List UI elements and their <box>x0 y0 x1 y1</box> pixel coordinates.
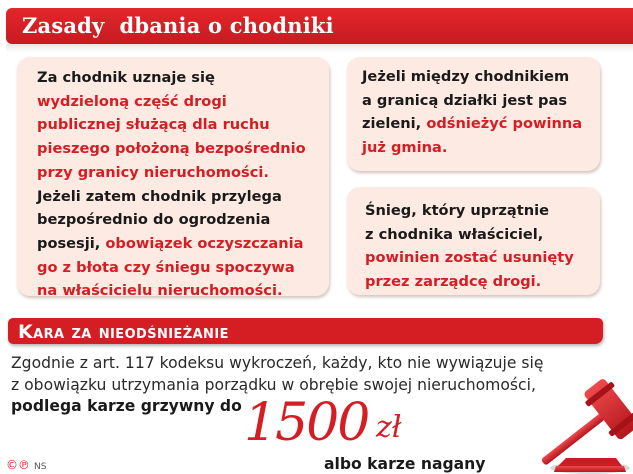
banner-shadow <box>6 44 633 52</box>
text-segment: Jeżeli zatem chodnik przylega <box>37 187 282 205</box>
box1-text <box>37 66 327 303</box>
box3-text <box>365 199 597 294</box>
text-segment: powinien zostać usunięty <box>365 249 574 267</box>
header-banner <box>6 8 633 44</box>
text-segment: przez zarządcę drogi. <box>365 273 542 291</box>
fine-currency: zł <box>376 410 402 445</box>
info-box-snow-removal <box>347 187 600 295</box>
text-segment: publicznej służącą dla ruchu <box>37 116 270 134</box>
info-box-sidewalk-definition <box>17 57 329 300</box>
copyright-symbols: ©℗ <box>6 458 30 472</box>
penalty-line-3: podlega karze grzywny do <box>11 397 242 415</box>
penalty-section-header <box>8 318 603 344</box>
text-segment: Śnieg, który uprzątnie <box>365 202 550 219</box>
page-title: Zasady dbania o chodniki <box>22 13 334 38</box>
text-segment: pieszego położoną bezpośrednio <box>37 140 306 158</box>
penalty-line-2: z obowiązku utrzymania porządku w obrębie swojej nieruchomości, <box>11 375 536 394</box>
text-segment: przy granicy nieruchomości. <box>37 163 269 181</box>
fine-amount: 1500 <box>244 393 369 453</box>
text-segment: obowiązek oczyszczania <box>105 234 304 252</box>
author-initials: NS <box>34 462 47 472</box>
text-segment: na właścicielu nieruchomości. <box>37 282 283 300</box>
text-segment: zieleni, <box>362 115 427 133</box>
text-segment: już gmina. <box>362 139 448 157</box>
text-segment: posesji, <box>37 234 106 252</box>
box2-text <box>362 65 598 160</box>
gavel-icon <box>518 370 633 474</box>
penalty-title: Kara za nieodśnieżanie <box>18 321 229 343</box>
penalty-line-1: Zgodnie z art. 117 kodeksu wykroczeń, każdy, kto nie wywiązuje się <box>11 354 544 372</box>
text-segment: Za chodnik uznaje się <box>37 69 215 86</box>
text-segment: bezpośrednio do ogrodzenia <box>37 211 271 229</box>
info-box-green-strip <box>347 57 600 171</box>
alternative-penalty: albo karze nagany <box>324 455 486 473</box>
credit-line <box>6 458 46 472</box>
text-segment: odśnieżyć powinna <box>426 115 583 133</box>
text-segment: Jeżeli między chodnikiem <box>362 68 570 85</box>
text-segment: a granicą działki jest pas <box>362 91 568 109</box>
text-segment: z chodnika właściciel, <box>365 225 544 243</box>
text-segment: wydzieloną część drogi <box>37 92 227 110</box>
text-segment: go z błota czy śniegu spoczywa <box>37 258 295 276</box>
